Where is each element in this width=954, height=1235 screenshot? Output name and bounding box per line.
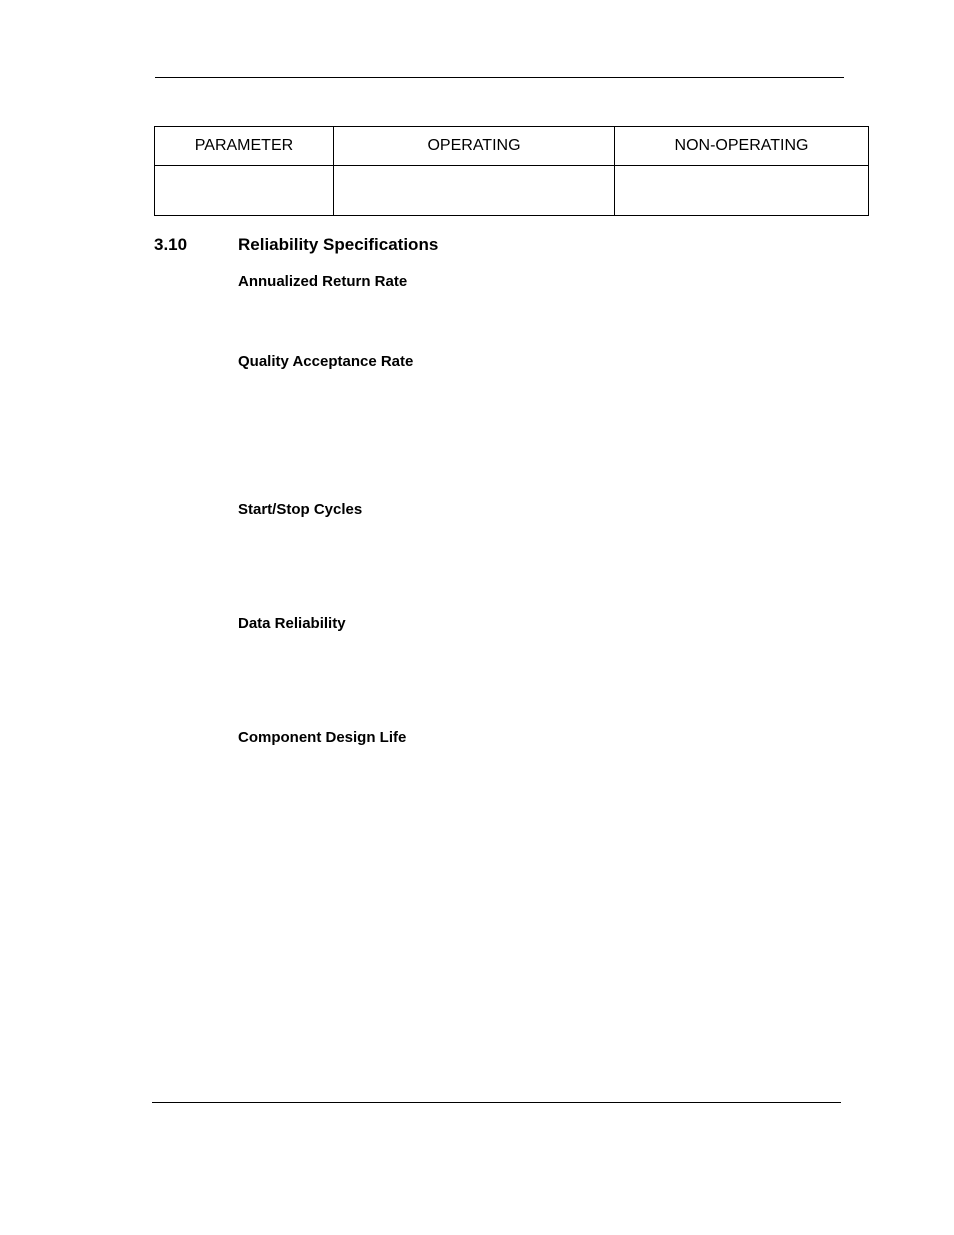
- table-row: [155, 166, 869, 216]
- column-header-parameter: PARAMETER: [155, 127, 334, 166]
- column-header-non-operating: NON-OPERATING: [615, 127, 869, 166]
- table-header-row: [155, 127, 869, 166]
- subsection-quality-acceptance-rate: Quality Acceptance Rate: [238, 353, 414, 370]
- column-header-operating: OPERATING: [334, 127, 615, 166]
- table-cell-parameter: [155, 166, 334, 216]
- footer-rule: [152, 1102, 841, 1103]
- table-cell-non-operating: [615, 166, 869, 216]
- section-title: Reliability Specifications: [238, 235, 439, 254]
- subsection-component-design-life: Component Design Life: [238, 729, 407, 746]
- section-number: 3.10: [154, 235, 188, 254]
- table-cell-operating: [334, 166, 615, 216]
- header-rule: [155, 77, 844, 78]
- subsection-data-reliability: Data Reliability: [238, 615, 346, 632]
- subsection-start-stop-cycles: Start/Stop Cycles: [238, 501, 363, 518]
- subsection-annualized-return-rate: Annualized Return Rate: [238, 273, 408, 290]
- environmental-spec-table: [154, 126, 869, 216]
